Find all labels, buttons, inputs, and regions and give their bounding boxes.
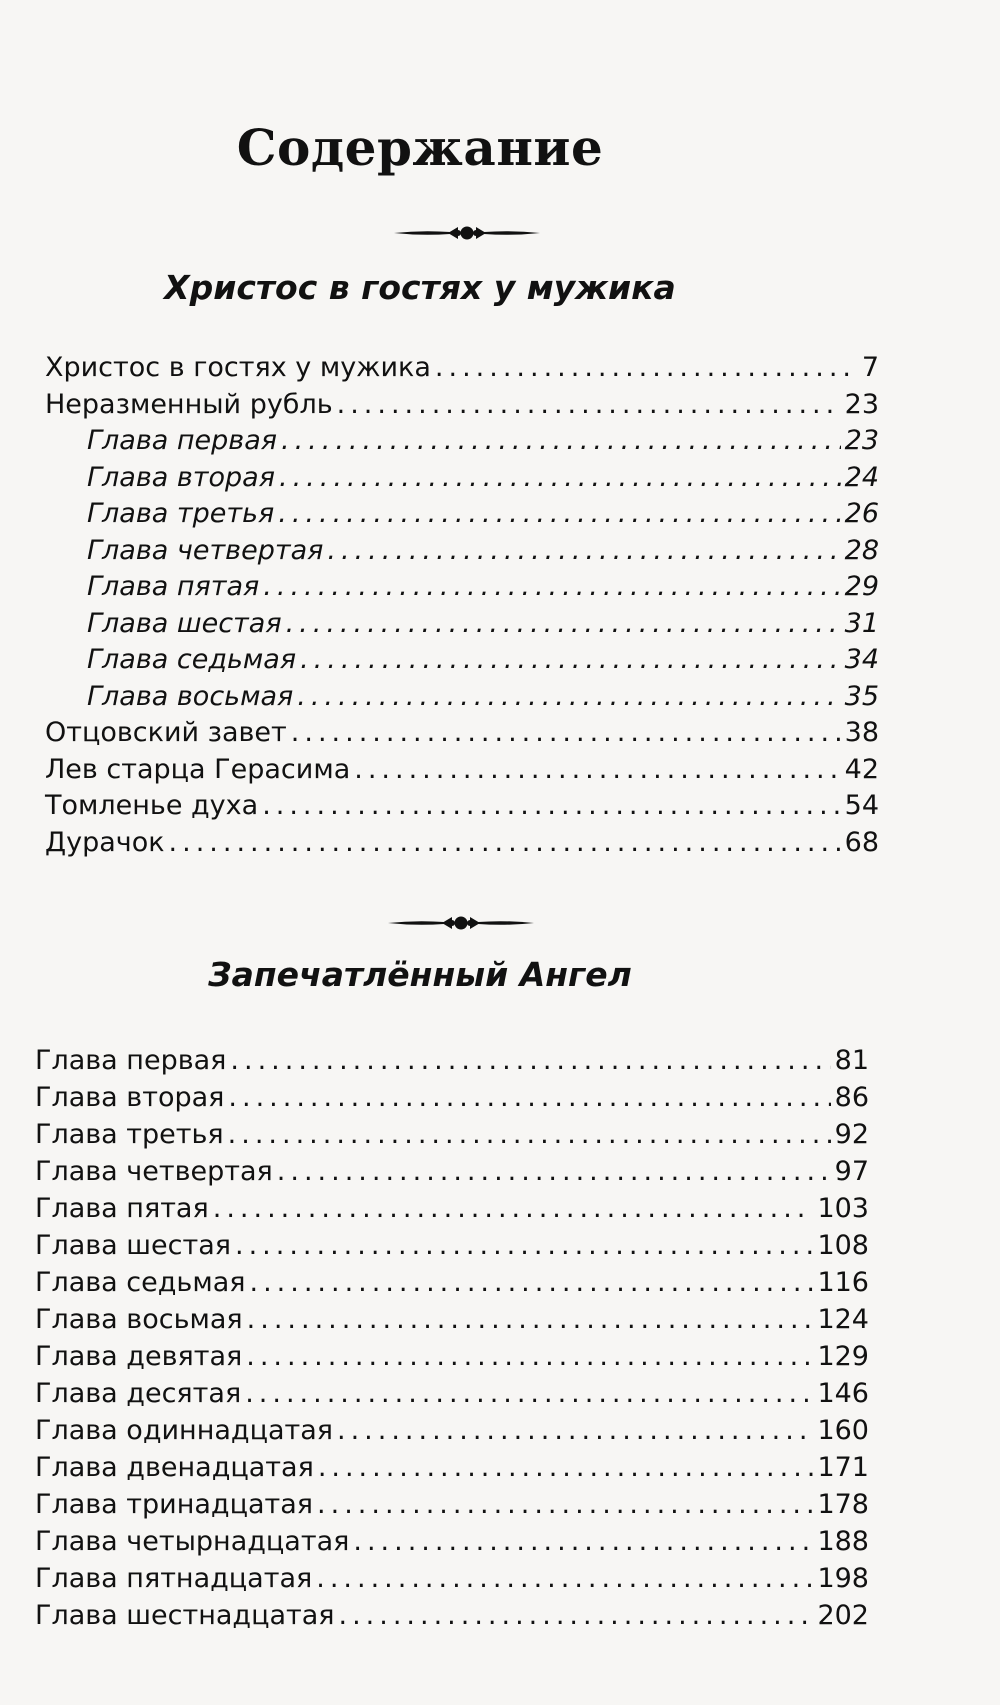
toc-entry[interactable] [45,389,879,426]
toc-page-number: 108 [817,1230,869,1261]
toc-dot-leader [213,1193,814,1224]
toc-page-number: 42 [844,753,879,785]
toc-page-number: 23 [844,425,879,456]
toc-dot-leader [327,535,840,566]
toc-entry[interactable] [35,1341,869,1378]
page-title: Содержание [236,118,604,177]
toc-page-number: 97 [834,1156,869,1187]
toc-entry-label: Глава первая [35,1045,227,1076]
toc-page-number: 202 [817,1600,869,1631]
toc-dot-leader [247,1304,814,1335]
toc-page-number: 38 [844,717,879,748]
toc-entry[interactable] [35,1489,869,1526]
toc-entry[interactable] [35,1045,869,1082]
toc-dot-leader [286,608,841,639]
toc-entry-label: Глава шестая [87,607,282,639]
toc-entry[interactable] [35,1563,869,1600]
section-heading-1: Христос в гостях у мужика [164,268,676,307]
toc-entry-label: Глава пятнадцатая [35,1563,313,1594]
toc-entry-label: Глава девятая [35,1341,243,1372]
toc-entry[interactable] [45,717,879,754]
toc-entry-label: Глава третья [35,1119,224,1150]
toc-page-number: 103 [817,1193,869,1224]
toc-entry-label: Глава вторая [35,1082,225,1113]
toc-entry-label: Глава пятая [35,1193,209,1224]
toc-page-number: 171 [817,1452,869,1483]
toc-entry[interactable] [35,1304,869,1341]
toc-entry-label: Глава четвертая [35,1156,273,1187]
toc-dot-leader [435,352,858,383]
toc-page-number: 35 [844,680,879,712]
toc-entry-label: Глава третья [87,498,275,529]
toc-page-number: 54 [844,790,879,821]
toc-dot-leader [354,754,840,785]
toc-entry[interactable] [35,1119,869,1156]
toc-page-number: 124 [817,1304,869,1335]
toc-dot-leader [246,1341,813,1372]
toc-page-number: 29 [844,571,879,602]
toc-page-number: 188 [817,1526,869,1557]
toc-entry-label: Отцовский завет [45,717,287,748]
toc-entry[interactable] [35,1378,869,1415]
toc-dot-leader [228,1119,831,1150]
toc-page-number: 68 [844,826,879,858]
toc-page-number: 86 [834,1082,869,1113]
toc-entry-label: Томленье духа [45,790,259,821]
toc-dot-leader [353,1526,813,1557]
toc-dot-leader [300,644,841,675]
toc-entry[interactable] [35,1526,869,1563]
toc-entry[interactable] [35,1156,869,1193]
toc-entry-label: Неразменный рубль [45,388,333,420]
toc-page-number: 26 [844,498,879,529]
toc-dot-leader [278,498,840,529]
toc-page-number: 28 [844,534,879,566]
toc-entry-label: Глава десятая [35,1378,242,1409]
toc-entry[interactable] [45,498,879,535]
toc-entry-label: Глава седьмая [35,1267,246,1298]
toc-entry[interactable] [35,1452,869,1489]
toc-dot-leader [228,1082,830,1113]
toc-entry-label: Глава первая [87,425,277,456]
toc-entry-label: Глава восьмая [35,1304,243,1335]
toc-page-number: 160 [817,1415,869,1446]
toc-dot-leader [250,1267,814,1298]
toc-dot-leader [245,1378,813,1409]
section-heading-2: Запечатлённый Ангел [208,955,632,994]
toc-dot-leader [263,571,840,602]
toc-entry[interactable] [45,425,879,462]
toc-entry-label: Глава шестая [35,1230,231,1261]
toc-list-section-1 [45,352,879,863]
toc-page-number: 198 [817,1563,869,1594]
toc-entry[interactable] [45,462,879,499]
toc-dot-leader [291,717,841,748]
toc-page-number: 23 [844,388,879,420]
toc-dot-leader [262,790,840,821]
toc-entry-label: Глава вторая [87,461,275,493]
toc-entry[interactable] [45,535,879,572]
toc-dot-leader [279,462,841,493]
toc-dot-leader [235,1230,813,1261]
toc-entry-label: Глава четырнадцатая [35,1526,350,1557]
toc-dot-leader [277,1156,831,1187]
toc-page-number: 24 [844,461,879,493]
toc-page-number: 92 [834,1119,869,1150]
toc-dot-leader [169,827,841,858]
toc-entry-label: Глава шестнадцатая [35,1600,335,1631]
toc-entry[interactable] [45,644,879,681]
toc-entry[interactable] [35,1193,869,1230]
toc-entry[interactable] [35,1267,869,1304]
toc-page-number: 146 [817,1378,869,1409]
toc-page-number: 178 [817,1489,869,1520]
toc-entry[interactable] [45,754,879,791]
toc-entry-label: Глава тринадцатая [35,1489,314,1520]
toc-entry[interactable] [45,352,879,389]
toc-dot-leader [337,389,841,420]
toc-dot-leader [339,1600,814,1631]
toc-dot-leader [297,681,840,712]
toc-entry[interactable] [35,1600,869,1637]
toc-entry[interactable] [45,571,879,608]
ornament-divider-icon [386,911,536,935]
toc-entry[interactable] [45,608,879,645]
toc-page-number: 34 [844,644,879,675]
toc-dot-leader [317,1489,813,1520]
toc-entry[interactable] [35,1230,869,1267]
toc-entry-label: Глава одиннадцатая [35,1415,334,1446]
toc-entry[interactable] [45,827,879,864]
toc-entry[interactable] [35,1082,869,1119]
toc-dot-leader [230,1045,830,1076]
toc-entry[interactable] [45,790,879,827]
toc-entry-label: Глава четвертая [87,534,324,566]
toc-list-section-2 [35,1045,869,1637]
toc-dot-leader [281,425,841,456]
toc-entry-label: Глава восьмая [87,680,294,712]
toc-page-number: 81 [834,1045,869,1076]
toc-page-number: 31 [844,607,879,639]
toc-entry[interactable] [45,681,879,718]
ornament-divider-icon [392,221,542,245]
toc-page-number: 7 [861,352,879,383]
toc-entry-label: Глава седьмая [87,644,297,675]
toc-entry-label: Дурачок [45,826,165,858]
toc-dot-leader [337,1415,813,1446]
toc-entry-label: Глава двенадцатая [35,1452,314,1483]
toc-entry-label: Лев старца Герасима [45,753,351,785]
toc-dot-leader [316,1563,813,1594]
toc-entry-label: Глава пятая [87,571,260,602]
toc-page-number: 129 [817,1341,869,1372]
toc-page-number: 116 [817,1267,869,1298]
toc-entry[interactable] [35,1415,869,1452]
toc-dot-leader [318,1452,814,1483]
toc-entry-label: Христос в гостях у мужика [45,352,431,383]
